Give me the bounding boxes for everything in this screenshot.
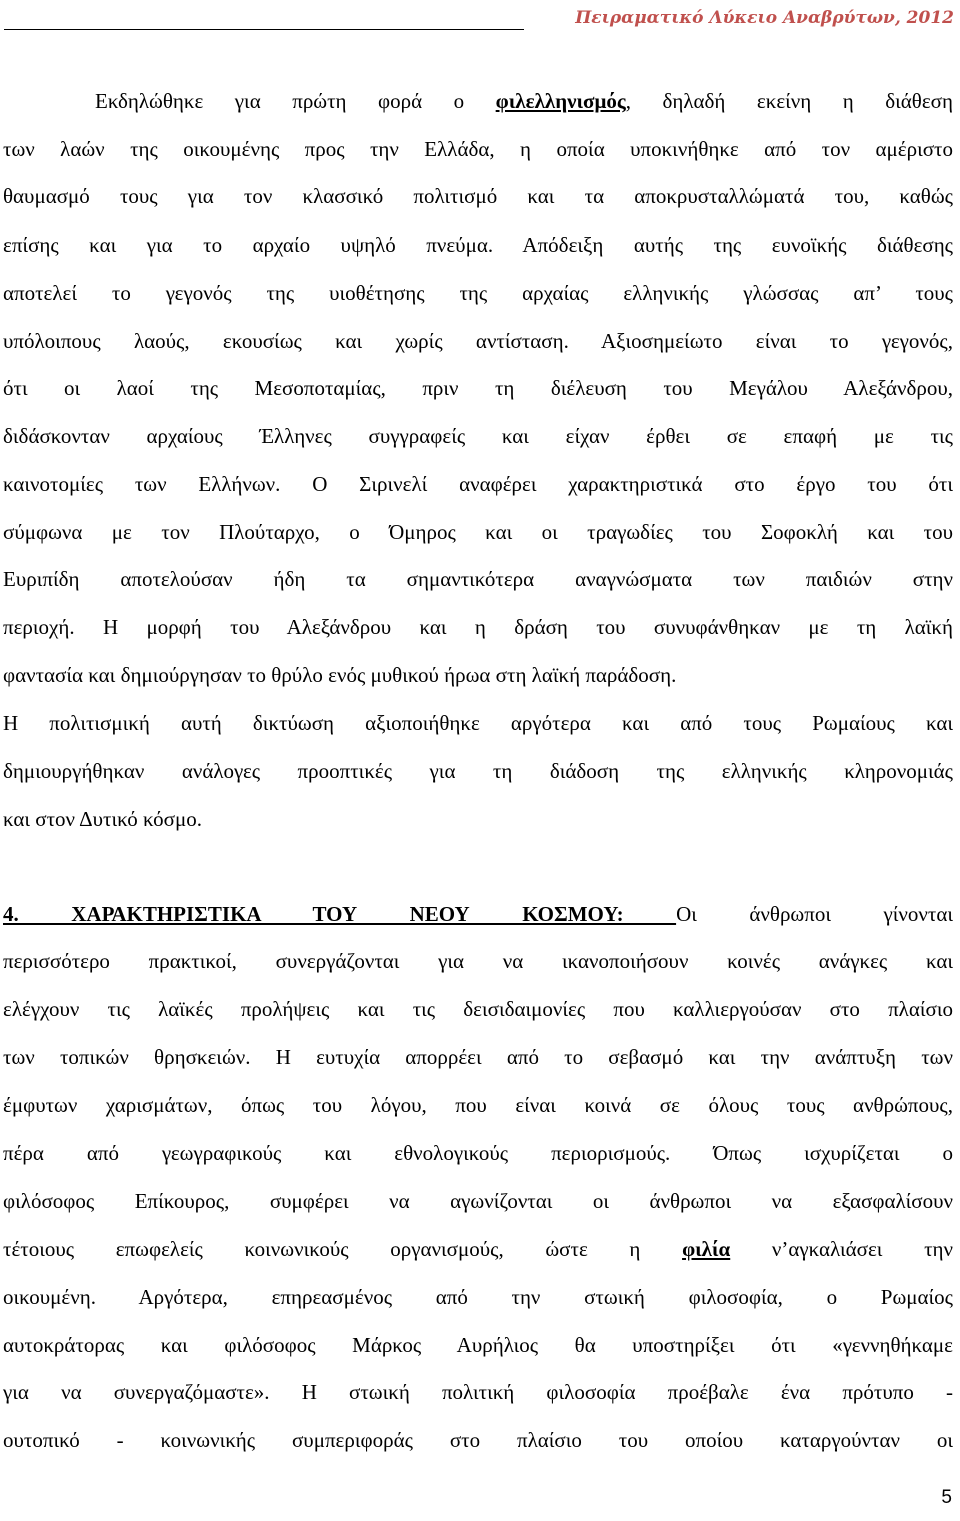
term-philia: φιλία [682,1237,731,1261]
paragraph-line: για να συνεργαζόμαστε». Η στωική πολιτική φιλοσοφία προέβαλε ένα πρότυπο - [3,1380,953,1404]
paragraph-line: φαντασία και δημιούργησαν το θρύλο ενός μυθικού ήρωα στη λαϊκή παράδοση. [3,663,677,687]
paragraph-line: σύμφωνα με τον Πλούταρχο, ο Όμηρος και οι τραγωδίες του Σοφοκλή και του [3,520,953,544]
paragraph-line: ελέγχουν τις λαϊκές προλήψεις και τις δεισιδαιμονίες που καλλιεργούσαν στο πλαίσιο [3,997,953,1021]
paragraph-line: Η πολιτισμική αυτή δικτύωση αξιοποιήθηκε αργότερα και από τους Ρωμαίους και [3,711,953,735]
section-heading-line [3,899,953,929]
paragraph-line: ότι οι λαοί της Μεσοποταμίας, πριν τη διέλευση του Μεγάλου Αλεξάνδρου, [3,376,953,400]
paragraph-line: φιλόσοφος Επίκουρος, συμφέρει να αγωνίζονται οι άνθρωποι να εξασφαλίσουν [3,1189,953,1213]
text-run: Εκδηλώθηκε για πρώτη φορά ο [95,89,496,113]
paragraph-line: περισσότερο πρακτικοί, συνεργάζονται για να ικανοποιήσουν κοινές ανάγκες και [3,949,953,973]
section-heading: 4. ΧΑΡΑΚΤΗΡΙΣΤΙΚΑ ΤΟΥ ΝΕΟΥ ΚΟΣΜΟΥ: [3,902,677,926]
header-title: Πειραματικό Λύκειο Αναβρύτων, 2012 [575,8,954,28]
text-run: ν’αγκαλιάσει την [730,1237,954,1261]
header-rule [4,29,524,30]
paragraph-line: καινοτομίες των Ελλήνων. Ο Σιρινελί αναφέρει χαρακτηριστικά στο έργο του ότι [3,472,953,496]
paragraph-line: Ευριπίδη αποτελούσαν ήδη τα σημαντικότερα αναγνώσματα των παιδιών στην [3,567,953,591]
paragraph-line: υπόλοιπους λαούς, εκουσίως και χωρίς αντίσταση. Αξιοσημείωτο είναι το γεγονός, [3,329,953,353]
paragraph-line: των τοπικών θρησκειών. Η ευτυχία απορρέει από το σεβασμό και την ανάπτυξη των [3,1045,953,1069]
text-run: , δηλαδή εκείνη η διάθεση [625,89,953,113]
paragraph-line: θαυμασμό τους για τον κλασσικό πολιτισμό και τα αποκρυσταλλώματά του, καθώς [3,184,953,208]
paragraph-line: επίσης και για το αρχαίο υψηλό πνεύμα. Απόδειξη αυτής της ευνοϊκής διάθεσης [3,233,953,257]
paragraph-line: ουτοπικό - κοινωνικής συμπεριφοράς στο πλαίσιο του οποίου καταργούνταν οι [3,1428,953,1452]
text-run: Οι άνθρωποι γίνονται [676,902,954,926]
page-header [0,4,960,32]
term-philhellenism: φιλελληνισμός [495,89,626,113]
text-run: τέτοιους επωφελείς κοινωνικούς οργανισμούς, ώστε η [3,1237,683,1261]
paragraph-line: περιοχή. Η μορφή του Αλεξάνδρου και η δράση του συνυφάνθηκαν με τη λαϊκή [3,615,953,639]
paragraph-line: διδάσκονταν αρχαίους Έλληνες συγγραφείς και είχαν έρθει σε επαφή με τις [3,424,953,448]
page-number: 5 [941,1487,952,1508]
paragraph-line: έμφυτων χαρισμάτων, όπως του λόγου, που είναι κοινά σε όλους τους ανθρώπους, [3,1093,953,1117]
paragraph-line: των λαών της οικουμένης προς την Ελλάδα, η οποία υποκινήθηκε από τον αμέριστο [3,137,953,161]
paragraph-line: αποτελεί το γεγονός της υιοθέτησης της αρχαίας ελληνικής γλώσσας απ’ τους [3,281,953,305]
paragraph-line: και στον Δυτικό κόσμο. [3,807,202,831]
paragraph-line [95,86,953,116]
paragraph-line: πέρα από γεωγραφικούς και εθνολογικούς περιορισμούς. Όπως ισχυρίζεται ο [3,1141,953,1165]
paragraph-line: οικουμένη. Αργότερα, επηρεασμένος από την στωική φιλοσοφία, ο Ρωμαίος [3,1285,953,1309]
paragraph-line: δημιουργήθηκαν ανάλογες προοπτικές για τη διάδοση της ελληνικής κληρονομιάς [3,759,953,783]
paragraph-line [3,1234,953,1264]
paragraph-line: αυτοκράτορας και φιλόσοφος Μάρκος Αυρήλιος θα υποστηρίξει ότι «γεννηθήκαμε [3,1333,953,1357]
